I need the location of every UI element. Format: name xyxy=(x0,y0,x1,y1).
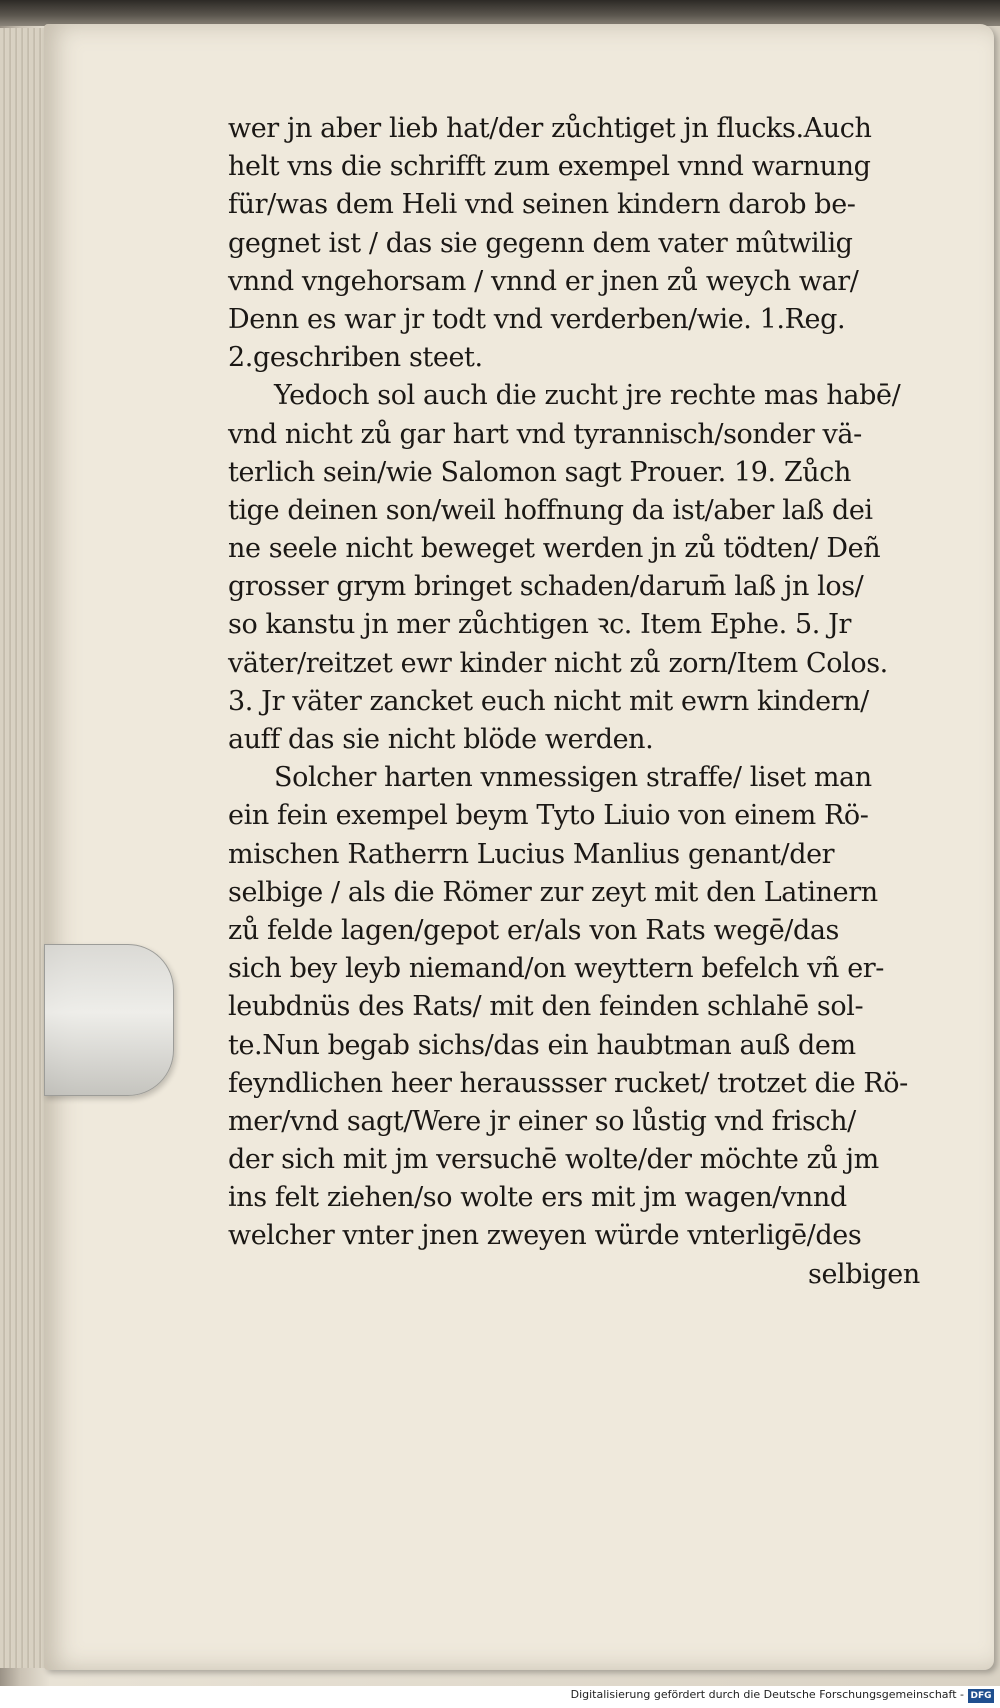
text-line: gegnet ist / das sie gegenn dem vater mûtwilig xyxy=(228,227,853,259)
footer-credit: Digitalisierung gefördert durch die Deutsche Forschungsgemeinschaft - xyxy=(570,1688,964,1701)
text-line: te.Nun begab sichs/das ein haubtman auß dem xyxy=(228,1029,856,1061)
text-line: väter/reitzet ewr kinder nicht zů zorn/Item Colos. xyxy=(228,647,888,679)
text-line: ein fein exempel beym Tyto Liuio von einem Rö- xyxy=(228,800,869,832)
text-line: der sich mit jm versuchē wolte/der möchte zů jm xyxy=(228,1144,879,1176)
text-line: terlich sein/wie Salomon sagt Prouer. 19. Zůch xyxy=(228,456,851,488)
page-edge-stack xyxy=(0,28,47,1668)
text-line: vnnd vngehorsam / vnnd er jnen zů weych war/ xyxy=(228,265,859,297)
text-line: selbige / als die Römer zur zeyt mit den Latinern xyxy=(228,876,878,908)
catchword: selbigen xyxy=(808,1258,920,1290)
text-line: wer jn aber lieb hat/der zůchtiget jn flucks.Auch xyxy=(228,113,872,144)
text-line: vnd nicht zů gar hart vnd tyrannisch/sonder vä- xyxy=(228,418,862,450)
text-line: Denn es war jr todt vnd verderben/wie. 1.Reg. xyxy=(228,303,846,335)
text-line: leubdnüs des Rats/ mit den feinden schlahē sol- xyxy=(228,991,864,1023)
text-line: zů felde lagen/gepot er/als von Rats wegē/das xyxy=(228,914,840,946)
text-line: tige deinen son/weil hoffnung da ist/aber laß dei xyxy=(228,494,873,526)
scan-top-edge xyxy=(0,0,1000,26)
text-line: grosser grym bringet schaden/darum̄ laß jn los/ xyxy=(228,571,864,603)
text-line: ins felt ziehen/so wolte ers mit jm wagen/vnnd xyxy=(228,1182,847,1214)
text-line: ne seele nicht beweget werden jn zů tödten/ Deñ xyxy=(228,533,881,565)
text-line: helt vns die schrifft zum exempel vnnd warnung xyxy=(228,151,871,183)
text-line: welcher vnter jnen zweyen würde vnterligē/des xyxy=(228,1220,862,1252)
text-line: 3. Jr väter zancket euch nicht mit ewrn kindern/ xyxy=(228,685,869,717)
text-line: mer/vnd sagt/Were jr einer so lůstig vnd frisch/ xyxy=(228,1105,856,1137)
text-line: Solcher harten vnmessigen straffe/ liset man xyxy=(274,762,872,794)
dfg-logo-icon: DFG xyxy=(968,1689,994,1703)
page-text xyxy=(228,110,948,1294)
text-line: für/was dem Heli vnd seinen kindern darob be- xyxy=(228,189,856,221)
text-line: sich bey leyb niemand/on weyttern befelch vñ er- xyxy=(228,953,885,985)
page-clip xyxy=(44,944,174,1096)
text-line: feyndlichen heer heraussser rucket/ trotzet die Rö- xyxy=(228,1067,908,1099)
text-line: Yedoch sol auch die zucht jre rechte mas habē/ xyxy=(274,380,901,412)
digitization-footer xyxy=(0,1686,1000,1708)
text-line: so kanstu jn mer zůchtigen ꝛc. Item Ephe. 5. Jr xyxy=(228,609,852,641)
text-line: 2.geschriben steet. xyxy=(228,342,483,374)
text-line: mischen Ratherrn Lucius Manlius genant/der xyxy=(228,838,835,870)
text-line: auff das sie nicht blöde werden. xyxy=(228,724,654,755)
